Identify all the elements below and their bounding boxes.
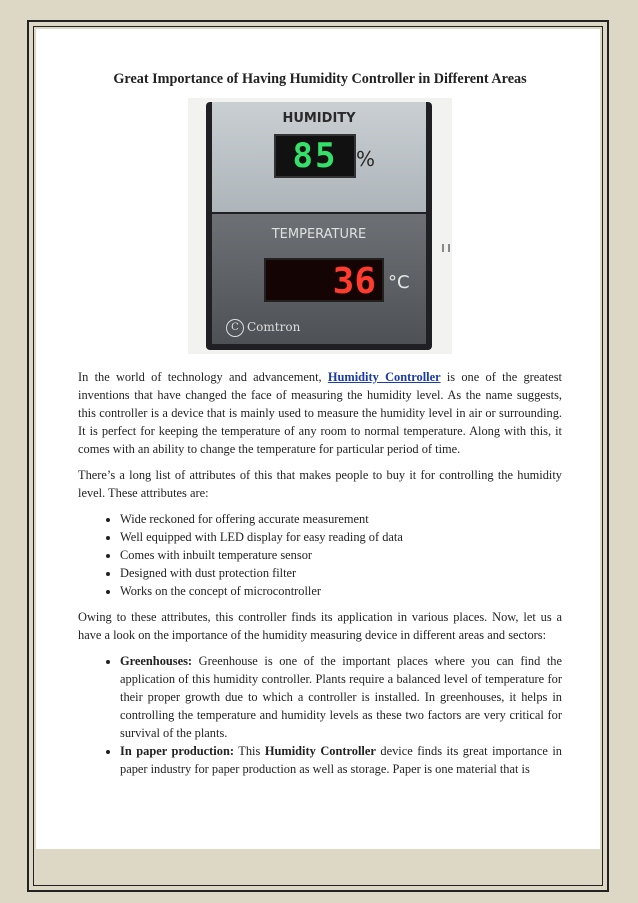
- temperature-unit: °C: [388, 272, 410, 293]
- areas-list: [78, 652, 562, 778]
- document-title: Great Importance of Having Humidity Controller in Different Areas: [113, 71, 527, 87]
- temperature-led-display: 36: [264, 258, 384, 302]
- area-heading: In paper production:: [120, 744, 234, 758]
- brand-logo: [226, 318, 300, 337]
- list-item: • Wide reckoned for offering accurate measurement: [120, 510, 562, 528]
- list-item: • Comes with inbuilt temperature sensor: [120, 546, 562, 564]
- temperature-label: TEMPERATURE: [271, 227, 367, 242]
- attributes-list: [78, 510, 562, 600]
- list-item: • Works on the concept of microcontroller: [120, 582, 562, 600]
- humidity-section: [212, 102, 426, 212]
- humidity-label: HUMIDITY: [282, 111, 356, 126]
- humidity-controller-photo: [188, 98, 452, 354]
- humidity-unit: %: [356, 147, 376, 171]
- humidity-controller-link[interactable]: Humidity Controller: [327, 370, 441, 384]
- brand-name: Comtron: [247, 320, 301, 334]
- list-item: • In paper production: This Humidity Controller device finds its great importance in paper industry for paper production as well as storage. Paper is one material that is: [120, 742, 562, 778]
- list-item: • Greenhouses: Greenhouse is one of the important places where you can find the application of this humidity controller. Plants require a balanced level of temperature for their proper growth due to which a controller is installed. In greenhouses, it helps in controlling the temperature and humidity levels as these two factors are very critical for survival of the plants.: [120, 652, 562, 742]
- list-item: • Designed with dust protection filter: [120, 564, 562, 582]
- humidity-led-display: 85: [274, 134, 356, 178]
- device-panel: [206, 102, 432, 350]
- intro-paragraph: In the world of technology and advancement, Humidity Controller is one of the greatest inventions that have changed the face of measuring the humidity level. As the name suggests, this controller is a device that is mainly used to measure the humidity level in air or surrounding. It is perfect for keeping the temperature of any room to normal temperature. Along with this, it comes with an ability to change the temperature for particular period of time.: [78, 370, 562, 456]
- areas-intro-paragraph: Owing to these attributes, this controller finds its application in various places. Now, let us a have a look on the importance of the humidity measuring device in different areas and sectors:: [78, 610, 562, 642]
- list-item: • Well equipped with LED display for easy reading of data: [120, 528, 562, 546]
- attributes-intro-paragraph: There’s a long list of attributes of this that makes people to buy it for controlling the humidity level. These attributes are:: [78, 468, 562, 500]
- device-housing: [188, 98, 452, 354]
- document-body: [78, 70, 562, 786]
- temperature-section: [212, 214, 426, 344]
- brand-logo-icon: C: [226, 319, 244, 337]
- area-heading: Greenhouses:: [120, 654, 193, 668]
- device-vent-slots: [442, 238, 452, 258]
